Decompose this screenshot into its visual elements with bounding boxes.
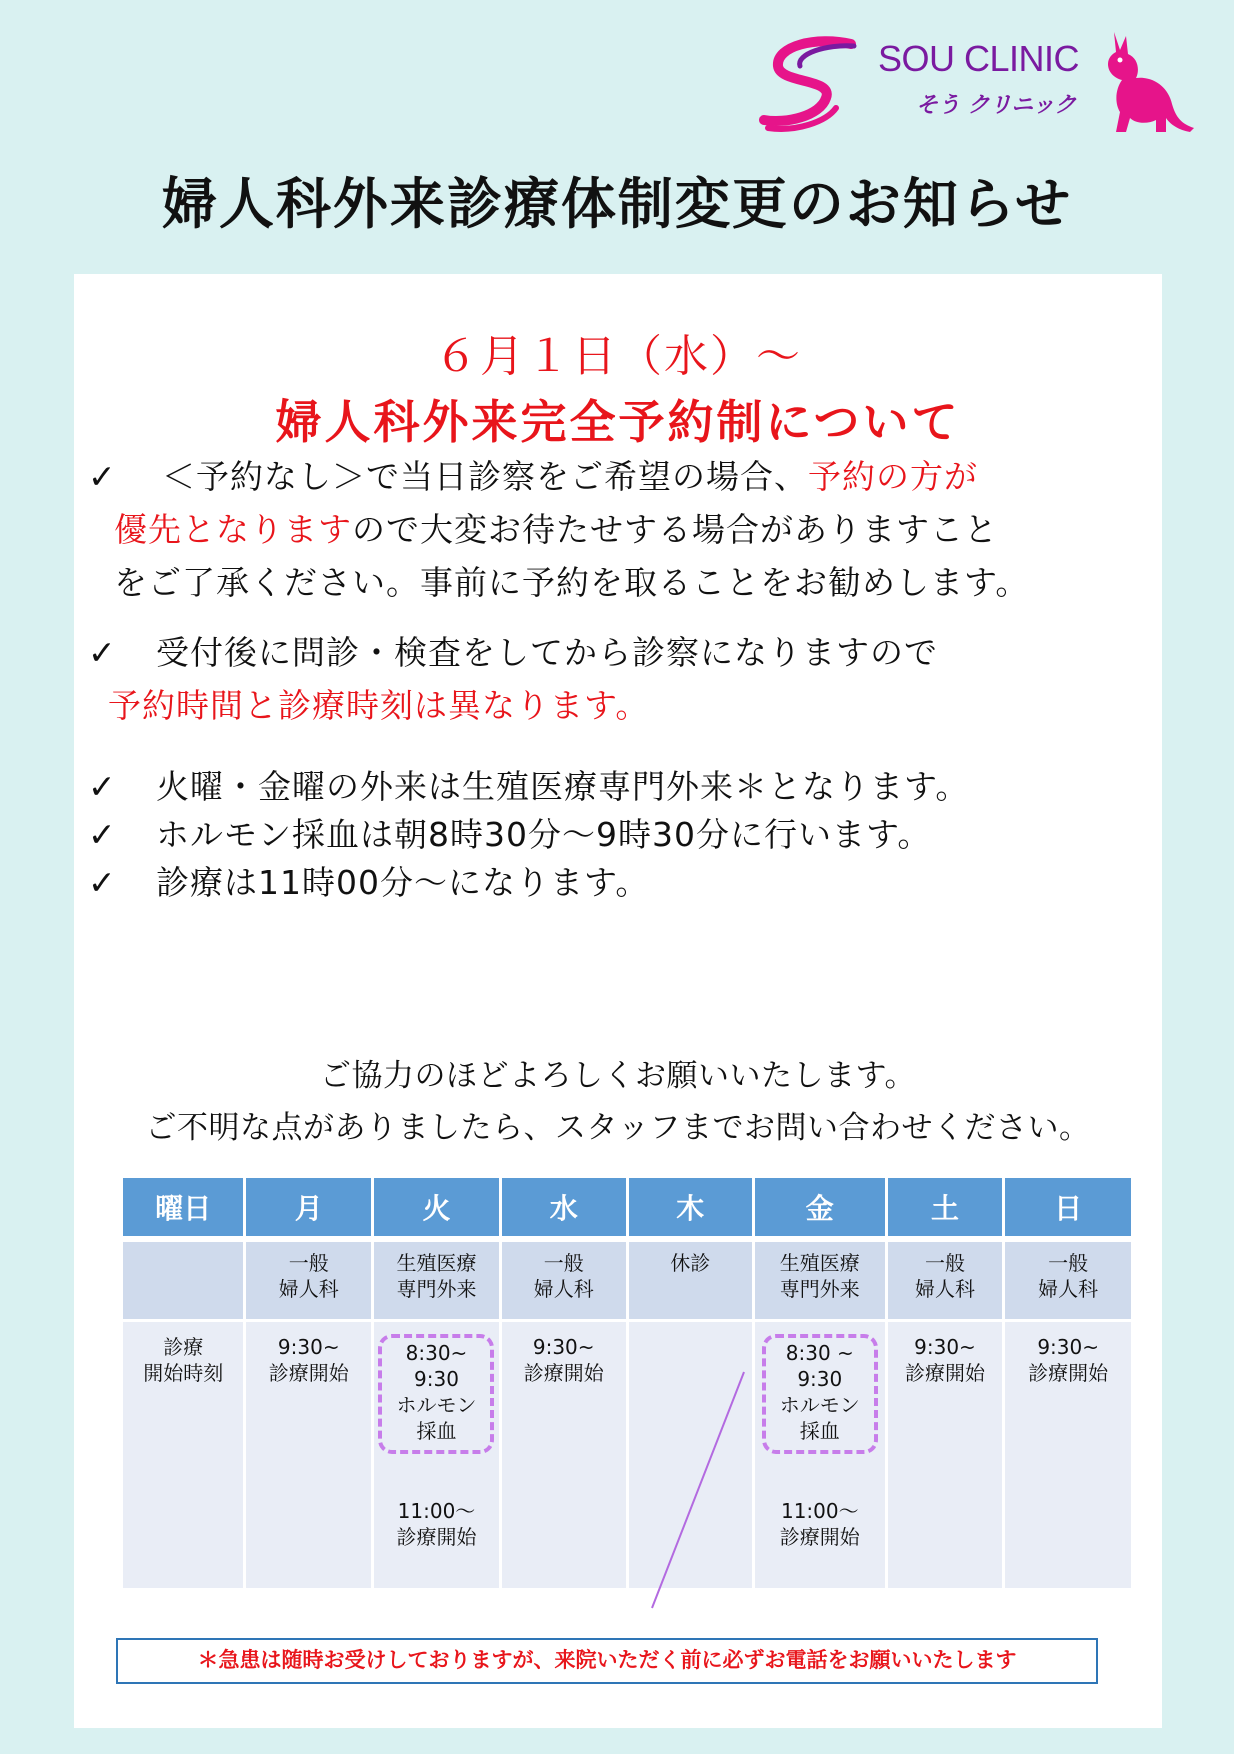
bullet-text-emphasis: 予約の方が: [808, 457, 978, 496]
type-cell: 生殖医療 専門外来: [755, 1242, 885, 1322]
type-cell: 一般 婦人科: [246, 1242, 371, 1322]
kangaroo-mascot-icon: [1086, 28, 1196, 138]
time-cell-tue: [374, 1322, 499, 1588]
bullet-walk-in-notice: [88, 450, 1029, 609]
header-mon: 月: [246, 1178, 371, 1242]
emergency-note: ＊急患は随時お受けしておりますが、来院いただく前に必ずお電話をお願いいたします: [116, 1638, 1098, 1684]
time-cell-wed: 9:30~ 診療開始: [502, 1322, 626, 1588]
hormone-test-box: 8:30 ~ 9:30 ホルモン 採血: [762, 1334, 878, 1454]
bullet-text-emphasis: 優先となります: [114, 510, 352, 549]
type-cell: 一般 婦人科: [502, 1242, 626, 1322]
closing-line: ご協力のほどよろしくお願いいたします。: [319, 1058, 917, 1094]
time-cell-sun: 9:30~ 診療開始: [1005, 1322, 1131, 1588]
check-icon: ✓: [88, 767, 117, 806]
time-cell-thu: [629, 1322, 752, 1588]
header-weekday: 曜日: [123, 1178, 243, 1242]
effective-date-heading: ６月１日（水）～: [434, 331, 802, 382]
bullet-hormone-test: [88, 808, 931, 861]
type-cell: 休診: [629, 1242, 752, 1322]
bullet-text: 受付後に問診・検査をしてから診察になりますので: [156, 633, 938, 672]
bullet-text: ＜予約なし＞で当日診察をご希望の場合、: [162, 457, 808, 496]
bullet-tue-fri: [88, 760, 969, 813]
clinic-logo: [756, 28, 1196, 148]
type-cell: 一般 婦人科: [888, 1242, 1003, 1322]
time-cell-sat: 9:30~ 診療開始: [888, 1322, 1003, 1588]
later-start: 11:00～ 診療開始: [396, 1499, 477, 1549]
table-row: [123, 1322, 1131, 1588]
bullet-text: ホルモン採血は朝8時30分～9時30分に行います。: [156, 815, 932, 854]
header-tue: 火: [374, 1178, 499, 1242]
table-header-row: [123, 1178, 1131, 1242]
header-thu: 木: [629, 1178, 752, 1242]
bullet-text: 火曜・金曜の外来は生殖医療専門外来＊となります。: [156, 767, 970, 806]
check-icon: ✓: [88, 815, 117, 854]
clinic-name: SOU CLINIC: [878, 38, 1080, 79]
type-cell: 一般 婦人科: [1005, 1242, 1131, 1322]
bullet-consult-time: [88, 856, 649, 909]
bullet-text: ので大変お待たせする場合がありますこと: [352, 510, 998, 549]
check-icon: ✓: [88, 633, 117, 672]
check-icon: ✓: [88, 863, 117, 902]
clinic-name-kana: そう クリニック: [916, 93, 1077, 118]
bullet-text: 診療は11時00分～になります。: [156, 863, 650, 902]
type-cell: [123, 1242, 243, 1322]
header-sat: 土: [888, 1178, 1003, 1242]
header-sun: 日: [1005, 1178, 1131, 1242]
reservation-heading: 婦人科外来完全予約制について: [275, 395, 961, 449]
type-cell: 生殖医療 専門外来: [374, 1242, 499, 1322]
header-wed: 水: [502, 1178, 626, 1242]
time-cell-fri: [755, 1322, 885, 1588]
schedule-table: [120, 1178, 1134, 1588]
bullet-text-emphasis: 予約時間と診療時刻は異なります。: [108, 686, 650, 725]
time-cell-mon: 9:30~ 診療開始: [246, 1322, 371, 1588]
table-row: [123, 1242, 1131, 1322]
closing-message: [74, 1050, 1162, 1154]
later-start: 11:00～ 診療開始: [779, 1499, 860, 1549]
row-label-cell: 診療 開始時刻: [123, 1322, 243, 1588]
check-icon: ✓: [88, 457, 117, 496]
bullet-text: をご了承ください。事前に予約を取ることをお勧めします。: [114, 563, 1030, 602]
bullet-exam-order: [88, 626, 938, 732]
closing-line: ご不明な点がありましたら、スタッフまでお問い合わせください。: [145, 1110, 1091, 1146]
clinic-s-logo-icon: [756, 36, 866, 136]
notice-panel: [74, 274, 1162, 1728]
header-fri: 金: [755, 1178, 885, 1242]
page-title: 婦人科外来診療体制変更のお知らせ: [161, 172, 1073, 236]
hormone-test-box: 8:30~ 9:30 ホルモン 採血: [378, 1334, 494, 1454]
